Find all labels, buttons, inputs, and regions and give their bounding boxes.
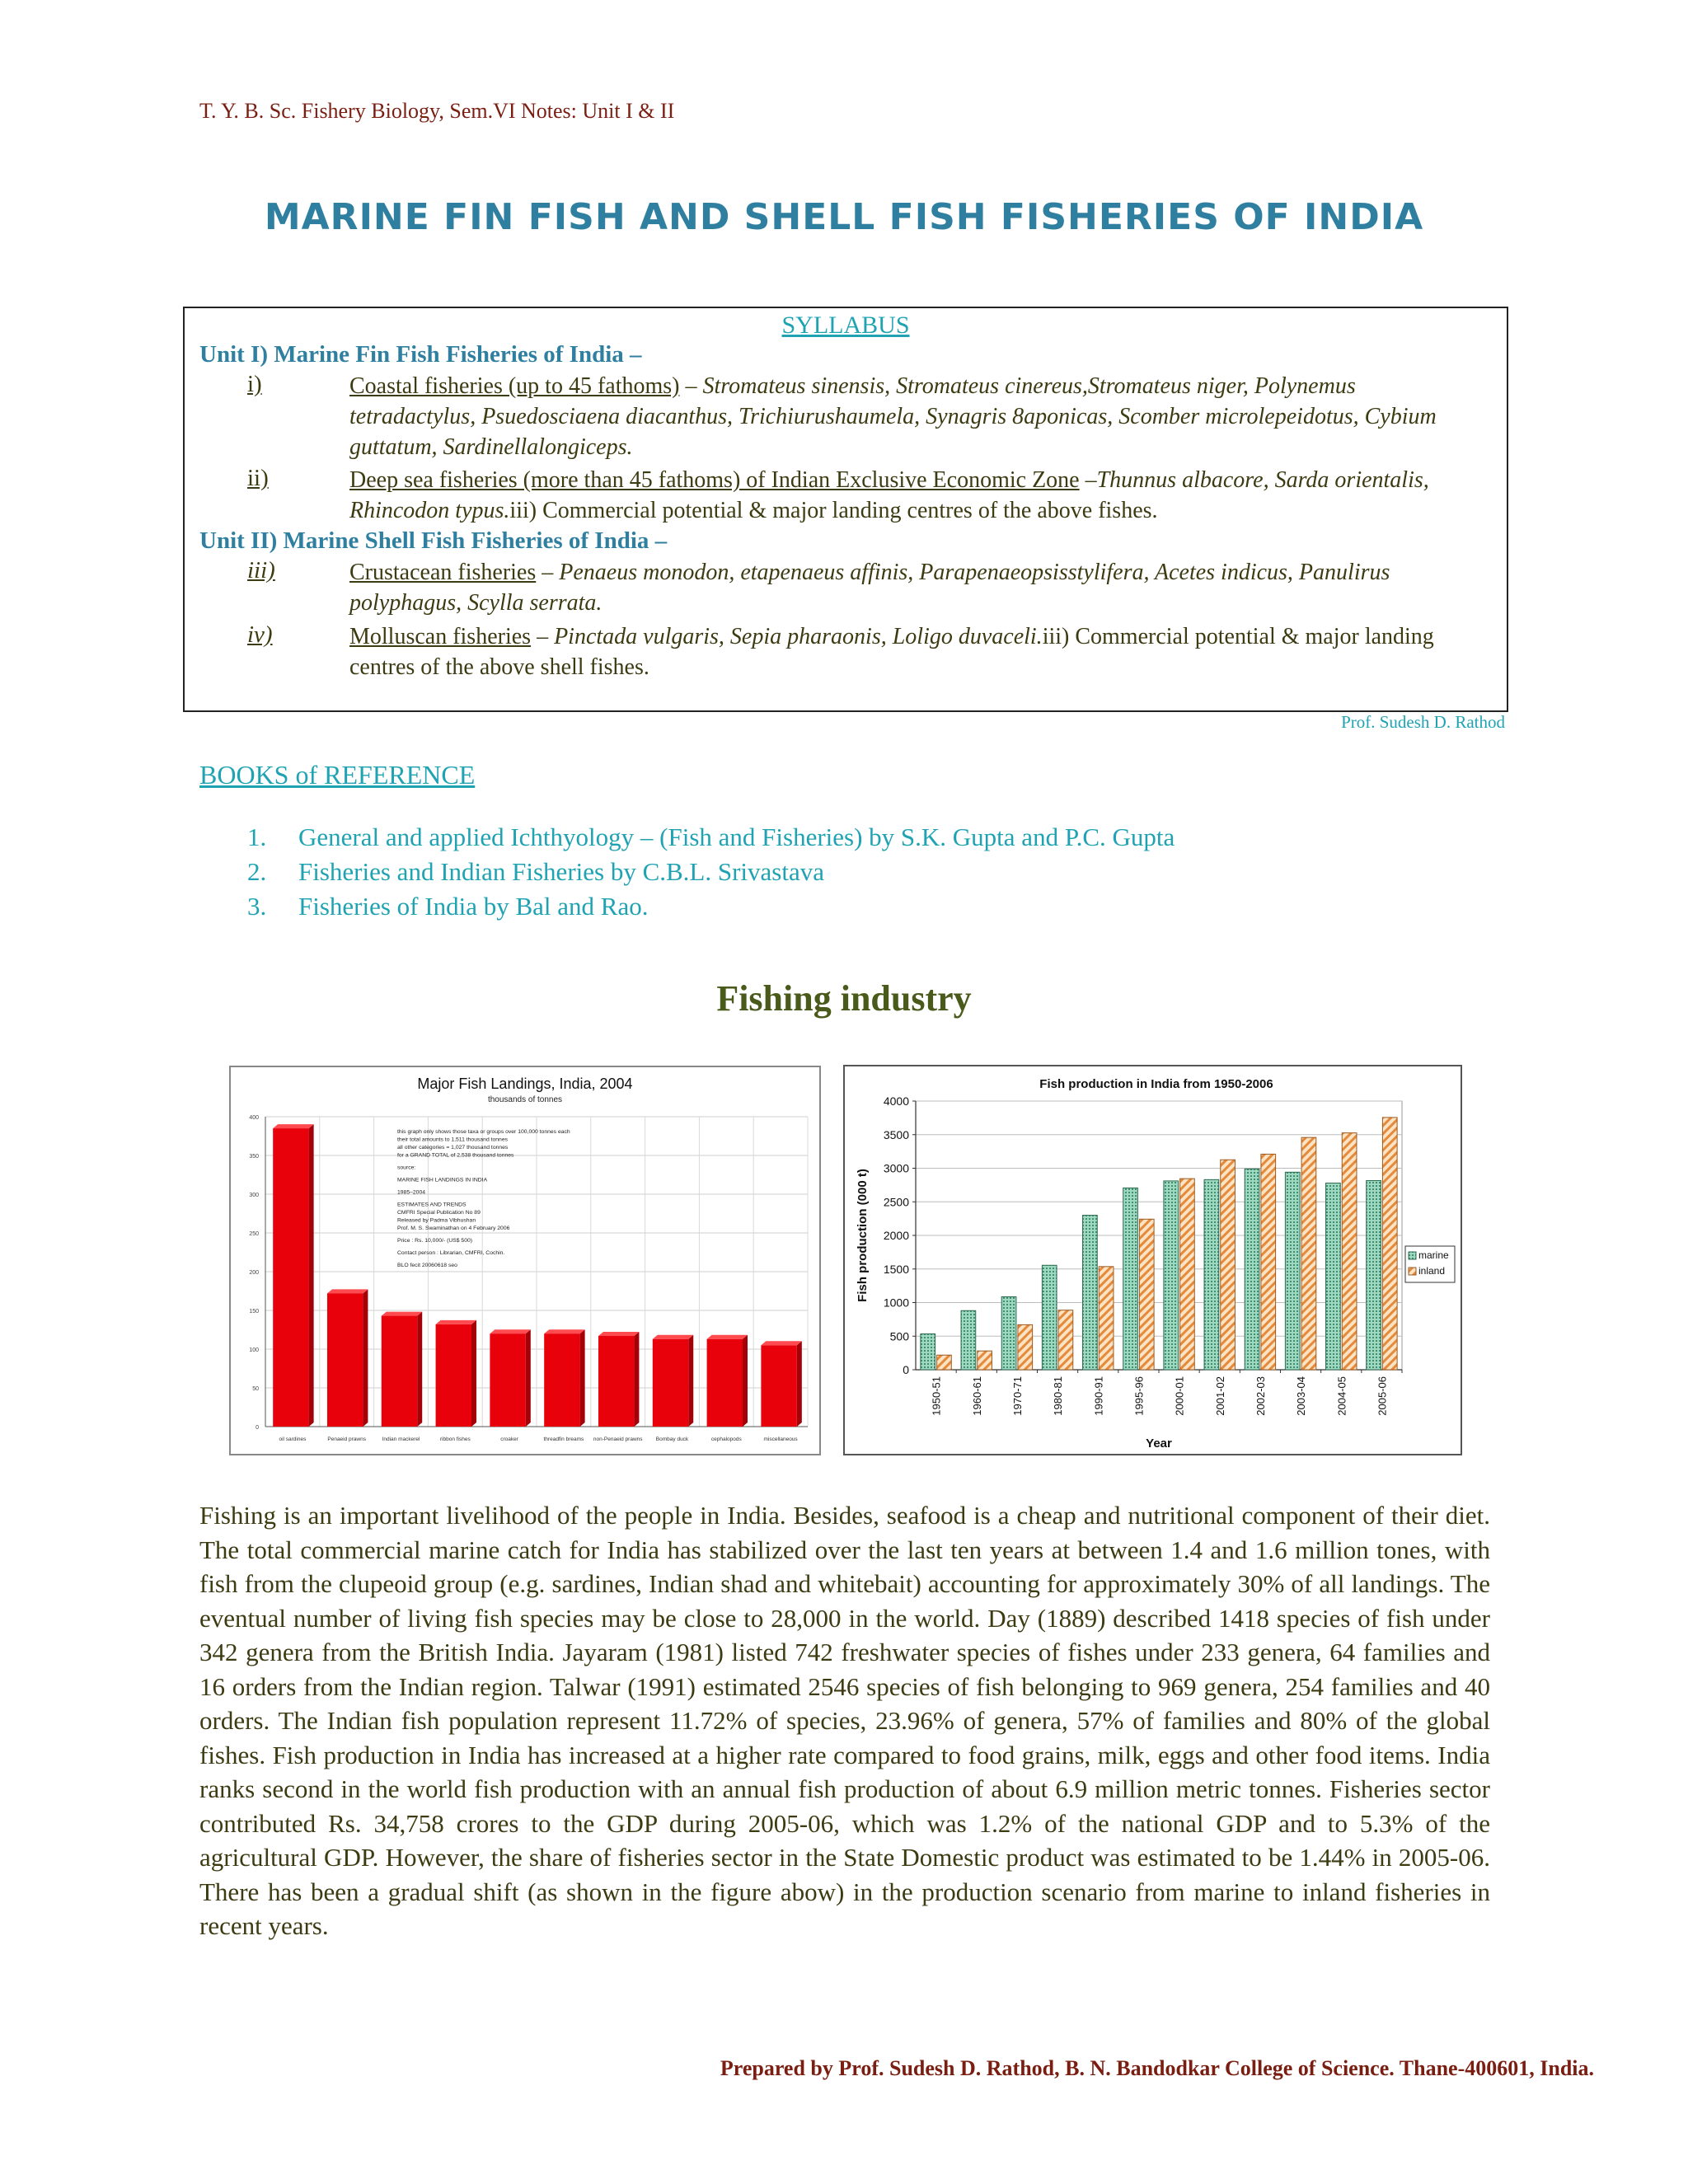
bar-inland (937, 1355, 952, 1370)
y-tick-label: 200 (249, 1270, 259, 1276)
bar-inland (1301, 1137, 1316, 1370)
bar-inland (1018, 1324, 1033, 1370)
x-tick-label: Bombay duck (655, 1436, 689, 1442)
x-tick-label: 1990-91 (1092, 1376, 1105, 1416)
bar-side (634, 1332, 639, 1427)
bar-inland (1058, 1310, 1073, 1370)
bar-top (761, 1341, 801, 1345)
y-tick-label: 4000 (883, 1094, 909, 1108)
chart-annotation (397, 1129, 570, 1268)
bar (382, 1316, 417, 1427)
x-tick-label: 1960-61 (970, 1376, 983, 1416)
unit2-heading: Unit II) Marine Shell Fish Fisheries of India – (199, 527, 668, 554)
y-tick-label: 2500 (883, 1195, 909, 1209)
book-title: General and applied Ichthyology – (Fish and Fisheries) by S.K. Gupta and P.C. Gupta (298, 823, 1175, 851)
item-iv-extra: iii) Commercial potential & major landing centres of the above shell fishes. (349, 624, 1434, 680)
bar-side (743, 1335, 748, 1427)
annotation-line: ESTIMATES AND TRENDS (397, 1202, 467, 1208)
bar-inland (1099, 1267, 1114, 1370)
bar-side (580, 1329, 585, 1427)
annotation-line: MARINE FISH LANDINGS IN INDIA (397, 1177, 488, 1183)
annotation-line: source: (397, 1165, 416, 1171)
bar-marine (1367, 1180, 1381, 1370)
x-tick-label: cephalopods (710, 1436, 742, 1442)
bar-top (490, 1329, 530, 1333)
bar-side (797, 1341, 802, 1427)
bar-top (327, 1289, 368, 1293)
item-i-text (349, 371, 1487, 462)
fish-production-chart (843, 1065, 1462, 1455)
x-axis-label: Year (1146, 1436, 1172, 1451)
y-tick-label: 2000 (883, 1229, 909, 1242)
legend-label-marine: marine (1418, 1249, 1449, 1261)
bar-side (688, 1335, 693, 1427)
x-tick-label: 2000-01 (1173, 1376, 1186, 1416)
legend-swatch-inland (1409, 1268, 1416, 1275)
bar-inland (1342, 1133, 1357, 1370)
syllabus-heading: SYLLABUS (781, 312, 910, 339)
bar-top (544, 1329, 584, 1333)
y-tick-label: 1500 (883, 1262, 909, 1276)
legend-swatch-marine (1409, 1252, 1416, 1259)
annotation-line: BLO fecit 20060618 seo (397, 1263, 457, 1268)
bar-side (526, 1329, 531, 1427)
book-number: 1. (247, 823, 267, 851)
chart-title: Fish production in India from 1950-2006 (1039, 1077, 1273, 1091)
footer: Prepared by Prof. Sudesh D. Rathod, B. N. Bandodkar College of Science. Thane-400601, India. (720, 2056, 1594, 2080)
y-tick-label: 400 (249, 1115, 259, 1121)
x-tick-label: oil sardines (279, 1436, 307, 1442)
bar (436, 1324, 471, 1427)
bar-marine (1245, 1169, 1259, 1370)
bar-marine (1285, 1172, 1300, 1370)
bar (653, 1339, 688, 1427)
x-tick-label: miscellaneous (763, 1436, 798, 1442)
item-iii-topic: Crustacean fisheries (349, 560, 537, 585)
item-i-dash: – (679, 373, 703, 399)
y-tick-label: 100 (249, 1347, 259, 1353)
y-tick-label: 0 (903, 1363, 909, 1376)
y-tick-label: 1000 (883, 1296, 909, 1310)
x-tick-label: 2003-04 (1295, 1376, 1308, 1416)
bar-inland (1180, 1179, 1195, 1370)
item-ii-dash: – (1079, 467, 1097, 493)
bar-top (436, 1320, 476, 1324)
bar-marine (1083, 1216, 1098, 1370)
bar-side (309, 1124, 314, 1427)
bar (707, 1339, 743, 1427)
bar-marine (961, 1310, 976, 1370)
item-iii-text (349, 557, 1487, 618)
y-tick-label: 250 (249, 1231, 259, 1237)
bar-marine (921, 1333, 935, 1370)
y-tick-label: 300 (249, 1193, 259, 1198)
legend-label-inland: inland (1418, 1265, 1446, 1277)
item-ii-topic: Deep sea fisheries (more than 45 fathoms) of Indian Exclusive Economic Zone (349, 467, 1080, 493)
x-tick-label: 2005-06 (1376, 1376, 1389, 1416)
fish-landings-svg (231, 1067, 819, 1454)
book-item (247, 892, 648, 921)
x-tick-label: Penaeid prawns (327, 1436, 367, 1442)
book-item (247, 823, 1175, 852)
bar-inland (1261, 1154, 1276, 1370)
bar (327, 1293, 363, 1427)
bar-marine (1042, 1265, 1057, 1370)
bar-marine (1001, 1296, 1016, 1370)
books-heading: BOOKS of REFERENCE (199, 760, 476, 790)
item-iii-roman: iii) (247, 557, 275, 583)
bar-side (471, 1320, 476, 1427)
book-number: 3. (247, 892, 267, 921)
y-tick-label: 0 (256, 1425, 259, 1431)
item-iii-dash: – (536, 560, 560, 585)
annotation-line: Price : Rs. 10,000/- (US$ 500) (397, 1238, 473, 1244)
x-tick-label: non-Penaeid prawns (593, 1436, 643, 1442)
chart-subtitle: thousands of tonnes (487, 1095, 563, 1104)
annotation-line: all other categories = 1,027 thousand tonnes (397, 1145, 509, 1151)
bar-inland (1139, 1219, 1154, 1370)
bar-marine (1123, 1188, 1138, 1370)
book-item (247, 857, 824, 887)
y-tick-label: 150 (249, 1309, 259, 1315)
item-iv-dash: – (531, 624, 555, 649)
y-tick-label: 3500 (883, 1127, 909, 1141)
syllabus-box (183, 307, 1508, 712)
book-title: Fisheries and Indian Fisheries by C.B.L. Srivastava (298, 857, 824, 886)
item-i-species: Stromateus sinensis, Stromateus cinereus,Stromateus niger, Polynemus tetradactylus, Psuedosciaena diacanthus, Trichiurushaumela, Synagris 8aponicas, Scomber microlepeidotus, Cybium guttatum, Sardinellalongiceps. (349, 373, 1437, 460)
bar-marine (1326, 1183, 1341, 1370)
annotation-line: CMFRI Special Publication No 89 (397, 1210, 481, 1216)
y-tick-label: 50 (252, 1386, 259, 1392)
annotation-line: 1985–2004 (397, 1189, 426, 1196)
annotation-line: their total amounts to 1,511 thousand tonnes (397, 1137, 509, 1143)
bar-inland (1382, 1118, 1397, 1370)
fish-production-svg (845, 1066, 1461, 1454)
x-tick-label: croaker (500, 1436, 518, 1442)
bar (544, 1333, 579, 1427)
legend (1405, 1246, 1455, 1282)
item-iii-species: Penaeus monodon, etapenaeus affinis, Parapenaeopsisstylifera, Acetes indicus, Panulirus polyphagus, Scylla serrata. (349, 560, 1390, 616)
bar-inland (978, 1351, 992, 1370)
bar-inland (1221, 1160, 1236, 1370)
annotation-line: Released by Padma Vibhushan (397, 1217, 476, 1224)
bar-top (382, 1312, 422, 1316)
item-iv-species: Pinctada vulgaris, Sepia pharaonis, Loligo duvaceli. (554, 624, 1043, 649)
bar (273, 1128, 308, 1427)
annotation-line: Prof. M. S. Swaminathan on 4 February 2006 (397, 1226, 510, 1231)
item-ii-species: Thunnus albacore, Sarda orientalis, Rhincodon typus. (349, 467, 1429, 523)
x-tick-label: 2001-02 (1213, 1376, 1226, 1416)
book-title: Fisheries of India by Bal and Rao. (298, 892, 649, 921)
section-title: Fishing industry (716, 978, 972, 1019)
x-tick-label: 2002-03 (1254, 1376, 1267, 1416)
item-iv-topic: Molluscan fisheries (349, 624, 532, 649)
x-tick-label: 1995-96 (1132, 1376, 1146, 1416)
annotation-line: this graph only shows those taxa or groups over 100,000 tonnes each (397, 1129, 570, 1135)
y-tick-label: 3000 (883, 1161, 909, 1175)
bar (490, 1333, 525, 1427)
y-tick-label: 500 (889, 1329, 909, 1343)
x-tick-label: Indian mackerel (382, 1436, 420, 1442)
item-ii-roman: ii) (247, 465, 269, 491)
x-tick-label: threadfin breams (543, 1436, 584, 1442)
fish-landings-chart (229, 1066, 821, 1455)
bar-top (273, 1124, 313, 1128)
bar (761, 1345, 796, 1427)
x-tick-label: 1970-71 (1010, 1376, 1024, 1416)
item-iv-text (349, 621, 1487, 682)
body-paragraph: Fishing is an important livelihood of the people in India. Besides, seafood is a cheap and nutritional component of their diet. The total commercial marine catch for India has stabilized over the last ten years at between 1.4 and 1.6 million tones, with fish from the clupeoid group (e.g. sardines, Indian shad and whitebait) accounting for approximately 30% of all landings. The eventual number of living fish species may be close to 28,000 in the world. Day (1889) described 1418 species of fish under 342 genera from the British India. Jayaram (1981) listed 742 freshwater species of fishes under 233 genera, 64 families and 16 orders from the Indian region. Talwar (1991) estimated 2546 species of fish belonging to 969 genera, 254 families and 40 orders. The Indian fish population represent 11.72% of species, 23.96% of genera, 57% of families and 80% of the global fishes. Fish production in India has increased at a higher rate compared to food grains, milk, eggs and other food items. India ranks second in the world fish production with an annual fish production of about 6.9 million metric tonnes. Fisheries sector contributed Rs. 34,758 crores to the GDP during 2005-06, which was 1.2% of the national GDP and to 5.3% of the agricultural GDP. However, the share of fisheries sector in the State Domestic product was estimated to be 1.44% in 2005-06. There has been a gradual shift (as shown in the figure abow) in the production scenario from marine to inland fisheries in recent years. (199, 1501, 1490, 1940)
document-title: MARINE FIN FISH AND SHELL FISH FISHERIES OF INDIA (264, 196, 1424, 238)
bar-side (363, 1289, 368, 1427)
item-ii-extra: iii) Commercial potential & major landing centres of the above fishes. (509, 498, 1158, 523)
unit1-heading: Unit I) Marine Fin Fish Fisheries of India – (199, 341, 642, 368)
item-i-roman: i) (247, 371, 262, 397)
bar-top (598, 1332, 639, 1336)
bar (598, 1336, 634, 1427)
item-ii-text (349, 465, 1487, 526)
bar-top (653, 1335, 693, 1339)
x-tick-label: ribbon fishes (439, 1436, 471, 1442)
professor-signature: Prof. Sudesh D. Rathod (1341, 712, 1505, 732)
item-iv-roman: iv) (247, 621, 273, 648)
bar-marine (1164, 1181, 1179, 1370)
chart-title: Major Fish Landings, India, 2004 (417, 1076, 633, 1092)
x-tick-label: 1950-51 (930, 1376, 943, 1416)
book-number: 2. (247, 857, 267, 886)
x-tick-label: 1980-81 (1052, 1376, 1065, 1416)
bar-side (417, 1312, 422, 1427)
header-note: T. Y. B. Sc. Fishery Biology, Sem.VI Notes: Unit I & II (199, 99, 675, 123)
x-tick-label: 2004-05 (1335, 1376, 1348, 1416)
item-i-topic: Coastal fisheries (up to 45 fathoms) (349, 373, 680, 399)
y-axis-label: Fish production (000 t) (856, 1169, 870, 1302)
y-tick-label: 350 (249, 1154, 259, 1160)
annotation-line: for a GRAND TOTAL of 2,538 thousand tonnes (397, 1152, 514, 1159)
annotation-line: Contact person : Librarian, CMFRI, Cochin. (397, 1250, 505, 1256)
bar-top (707, 1335, 748, 1339)
bar-marine (1204, 1179, 1219, 1370)
